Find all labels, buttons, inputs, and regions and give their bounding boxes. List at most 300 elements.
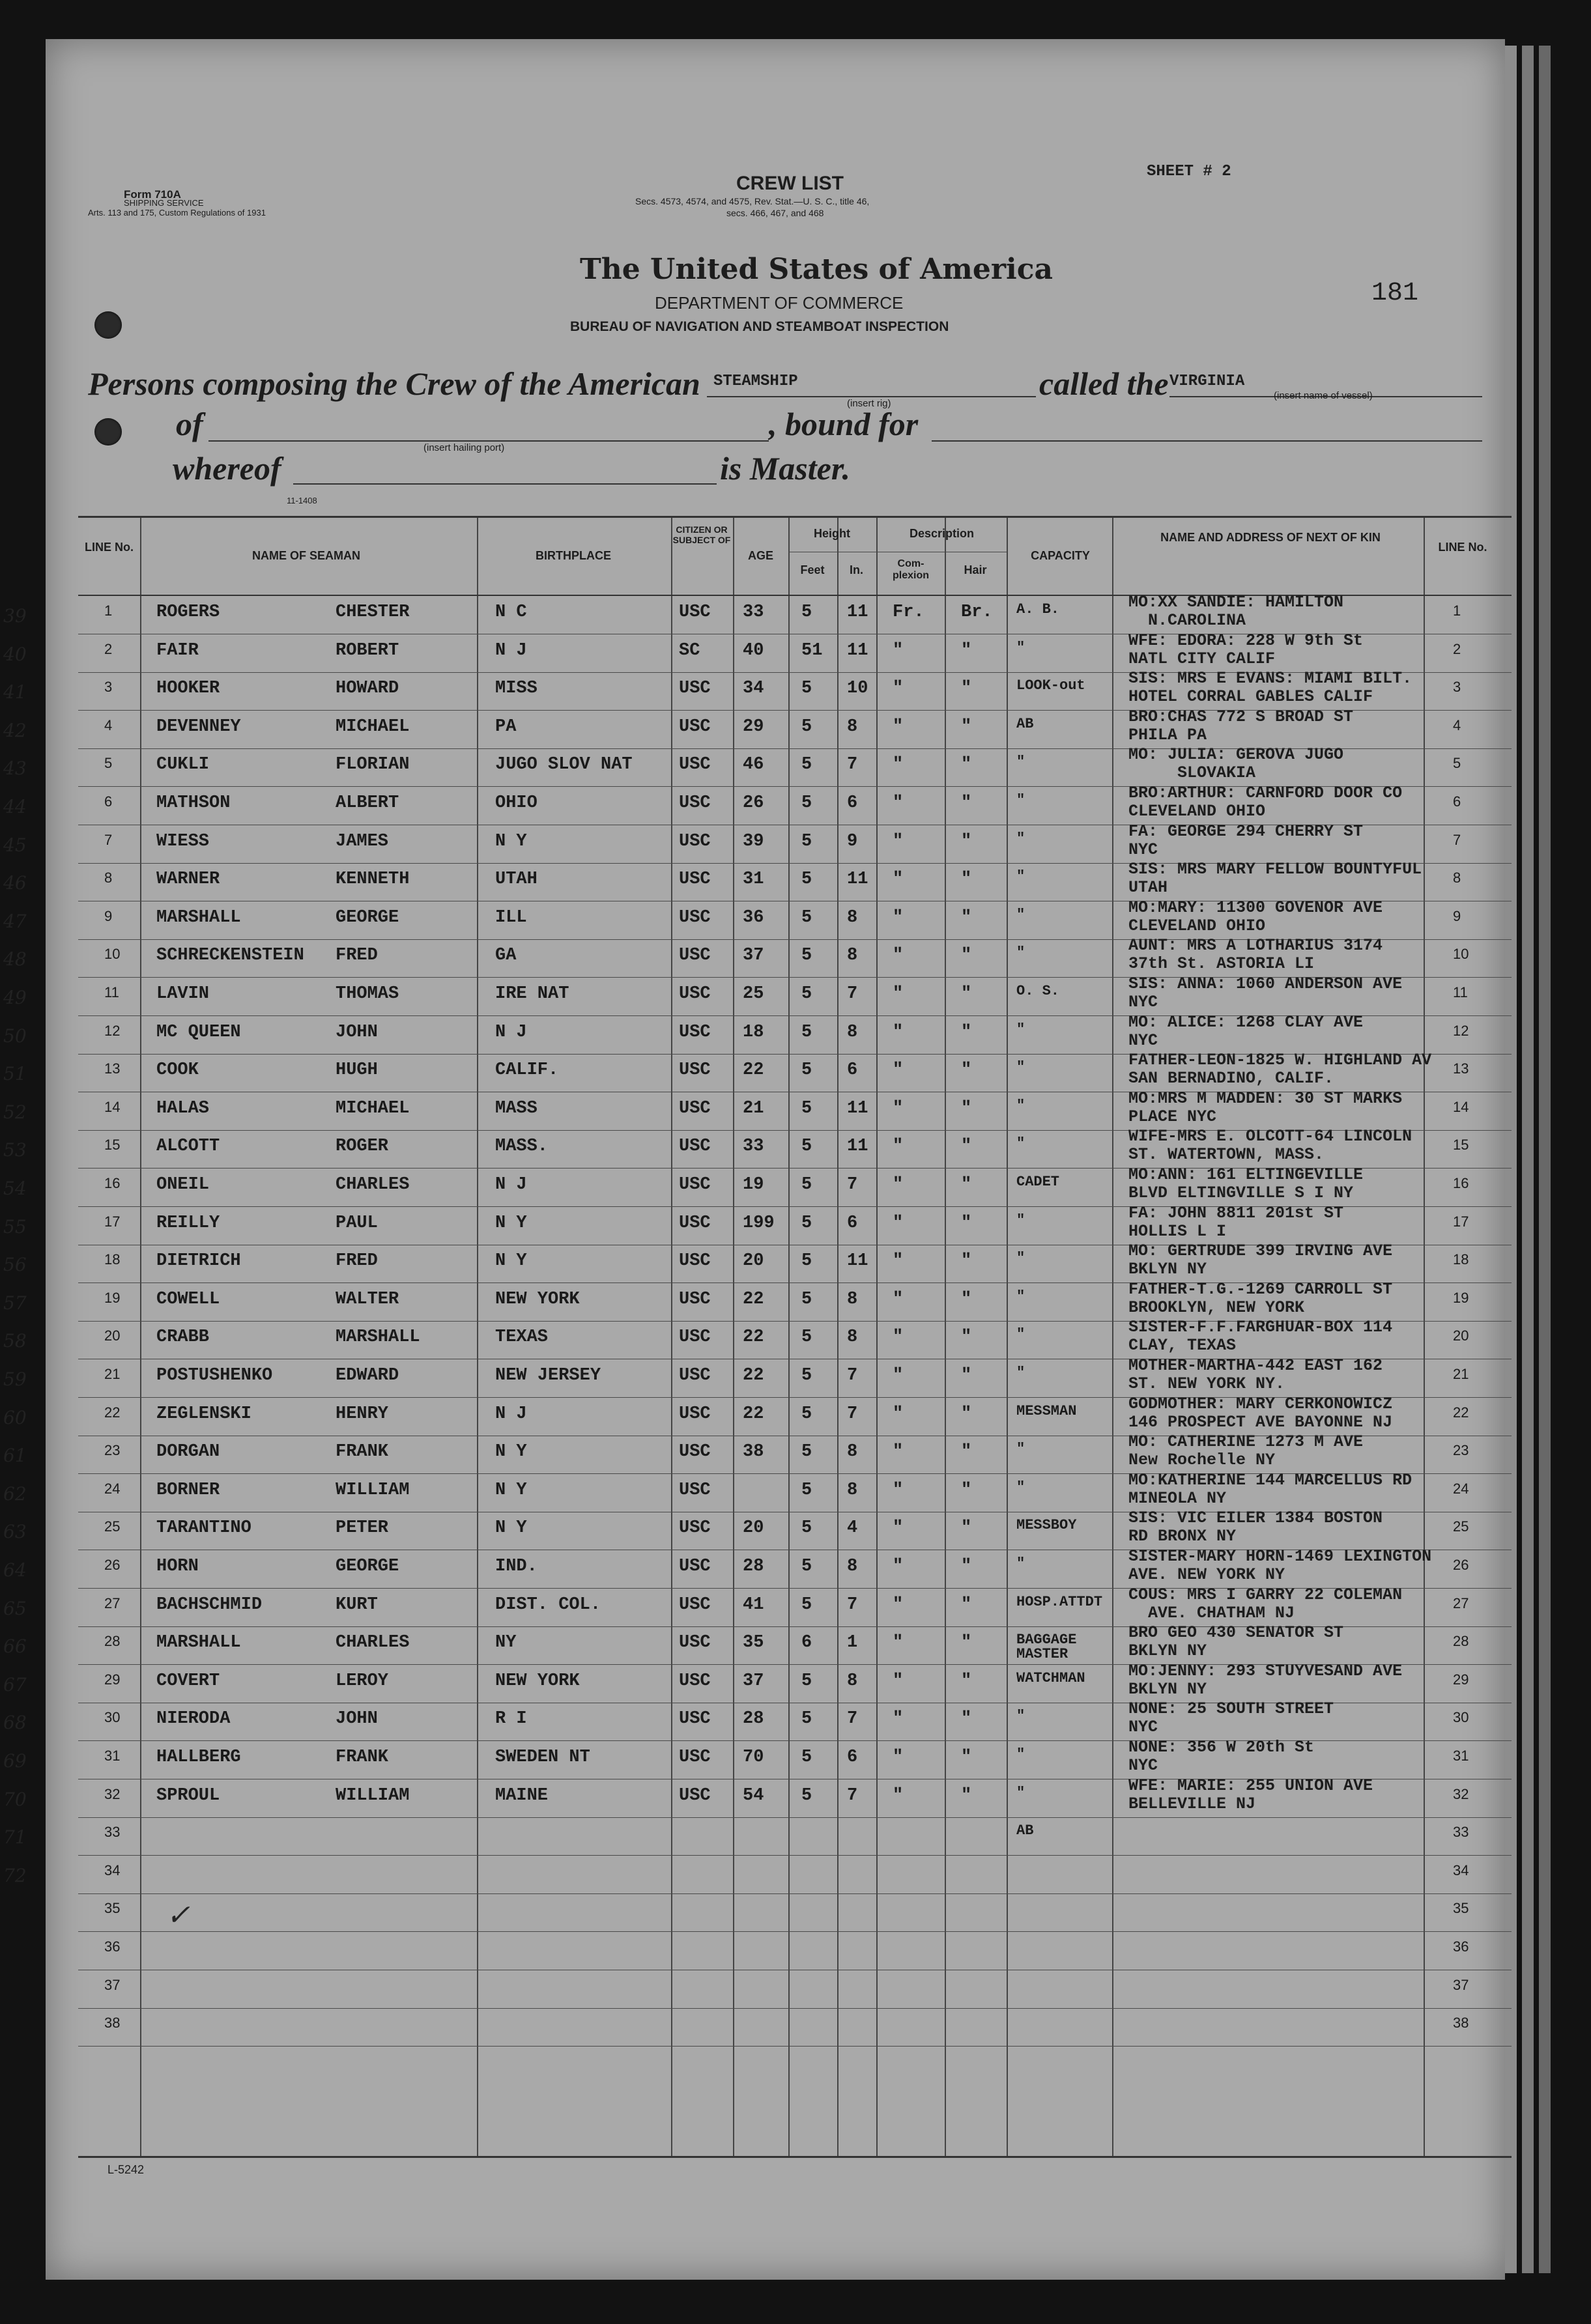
table-row [3,746,1512,789]
cell-comp: " [893,1404,904,1424]
cell-next-of-kin: NONE: 356 W 20th St NYC [1128,1738,1315,1775]
cell-in: 9 [847,831,858,851]
cell-cit: USC [679,679,711,699]
cell-ft: 51 [801,640,823,660]
cell-hair: " [961,1518,972,1538]
cell-ft: 5 [801,1366,812,1385]
cell-next-of-kin: WIFE-MRS E. OLCOTT-64 LINCOLN ST. WATERTOWN, MASS. [1128,1127,1412,1165]
cell-line-right: 5 [1453,755,1461,772]
cell-ft: 5 [801,602,812,622]
cell-next-of-kin: MO: ALICE: 1268 CLAY AVE NYC [1128,1013,1364,1050]
cell-age: 28 [743,1709,764,1729]
cell-line-right: 31 [1453,1748,1469,1764]
col-complexion: Com- plexion [892,558,929,581]
table-row [3,1166,1512,1210]
cell-in: 7 [847,1366,858,1385]
cell-age: 20 [743,1251,764,1271]
cell-age: 39 [743,831,764,851]
cell-comp: " [893,1289,904,1309]
cell-hair: " [961,1251,972,1271]
cell-given: HUGH [336,1060,378,1081]
table-row [3,1776,1512,1821]
table-row [3,1013,1512,1057]
cell-line-right: 18 [1453,1251,1469,1268]
cell-line: 19 [104,1289,121,1306]
table-row [3,1433,1512,1477]
margin-number: 67 [3,1673,27,1695]
cell-given: FRANK [336,1748,389,1767]
cell-line: 17 [104,1213,121,1230]
cell-line-right: 36 [1453,1938,1469,1955]
margin-number: 71 [3,1826,27,1849]
cell-birth: GA [495,946,517,966]
table-row [3,1204,1512,1248]
cell-comp: " [893,1137,904,1157]
cell-line-right: 30 [1453,1709,1469,1726]
cell-surname: COOK [156,1060,199,1081]
cell-surname: LAVIN [156,984,210,1004]
bound-for-label: , bound for [769,406,919,442]
cell-in: 8 [847,1442,858,1462]
cell-cap: AB [1016,715,1034,732]
margin-number: 68 [3,1712,27,1734]
table-row [3,1280,1512,1324]
cell-given: EDWARD [336,1366,399,1385]
cell-age: 70 [743,1748,764,1767]
cell-in: 11 [847,1251,868,1271]
cell-line: 5 [104,755,113,772]
cell-cit: USC [679,1785,711,1806]
margin-number: 52 [3,1101,27,1123]
cell-ft: 5 [801,984,812,1004]
cell-ft: 5 [801,679,812,699]
cell-cap: " [1016,639,1025,656]
cell-hair: " [961,1213,972,1233]
cell-birth: N Y [495,1480,527,1500]
cell-next-of-kin: SISTER-MARY HORN-1469 LEXINGTON AVE. NEW YORK NY [1128,1548,1432,1584]
cell-line-right: 2 [1453,640,1461,657]
cell-cap: " [1016,1326,1025,1343]
margin-number: 48 [3,948,27,971]
cell-hair: " [961,1289,972,1309]
cell-ft: 5 [801,1060,812,1081]
cell-line-right: 3 [1453,679,1461,696]
cell-cit: USC [679,1022,711,1042]
col-description: Description [909,527,975,540]
cell-line: 24 [104,1480,121,1497]
cell-line-right: 7 [1453,831,1461,848]
cell-given: FRED [336,1251,378,1271]
cell-in: 6 [847,1748,858,1767]
cell-in: 7 [847,1594,858,1615]
cell-birth: N J [495,1175,527,1195]
punch-hole-icon [94,418,122,446]
table-row [78,1893,1512,1934]
cell-cit: USC [679,1137,711,1157]
table-row [3,975,1512,1019]
cell-ft: 5 [801,946,812,966]
cell-line-right: 27 [1453,1594,1469,1611]
cell-next-of-kin: GODMOTHER: MARY CERKONOWICZ 146 PROSPECT AVE BAYONNE NJ [1128,1395,1393,1432]
cell-birth: DIST. COL. [495,1594,601,1615]
cell-cap: " [1016,944,1025,961]
cell-given: CHARLES [336,1175,410,1195]
cell-cit: USC [679,1098,711,1118]
cell-comp: " [893,1633,904,1653]
form-number: Form 710A [124,188,181,201]
cell-hair: " [961,870,972,890]
cell-line-right: 22 [1453,1404,1469,1421]
cell-line-right: 34 [1453,1862,1469,1878]
margin-number: 53 [3,1139,27,1161]
cell-comp: " [893,755,904,775]
cell-in: 8 [847,716,858,737]
cell-in: 11 [847,1137,868,1157]
cell-line-right: 24 [1453,1480,1469,1497]
cell-comp: " [893,679,904,699]
table-row [78,1970,1512,2011]
cell-comp: " [893,1366,904,1385]
whereof-label: whereof [173,450,281,487]
cell-line-right: 28 [1453,1633,1469,1650]
cell-line-right: 15 [1453,1137,1469,1154]
table-row [3,631,1512,675]
page-edge [1522,46,1534,2273]
cell-cit: USC [679,1251,711,1271]
cell-in: 4 [847,1518,858,1538]
cell-surname: DIETRICH [156,1251,241,1271]
cell-line-right: 21 [1453,1366,1469,1382]
cell-line: 33 [104,1824,121,1841]
cell-surname: MARSHALL [156,1633,241,1653]
cell-in: 11 [847,602,868,622]
cell-age: 37 [743,1671,764,1691]
cell-line-right: 1 [1453,602,1461,619]
cell-comp: " [893,1709,904,1729]
print-code: 11-1408 [287,496,317,505]
cell-next-of-kin: SISTER-F.F.FARGHUAR-BOX 114 CLAY, TEXAS [1128,1318,1393,1355]
cell-comp: " [893,1557,904,1576]
cell-cit: USC [679,1671,711,1691]
cell-cit: USC [679,793,711,813]
cell-next-of-kin: MO: JULIA: GEROVA JUGO SLOVAKIA [1128,746,1344,783]
cell-hair: " [961,1633,972,1653]
cell-surname: HORN [156,1557,199,1576]
cell-hair: " [961,1557,972,1576]
cell-surname: CRABB [156,1327,210,1348]
cell-age: 54 [743,1785,764,1806]
margin-number: 49 [3,987,27,1008]
cell-birth: N J [495,1022,527,1042]
table-row [3,1242,1512,1286]
cell-in: 6 [847,1060,858,1081]
cell-given: PAUL [336,1213,378,1233]
cell-next-of-kin: BRO:ARTHUR: CARNFORD DOOR CO CLEVELAND OHIO [1128,784,1403,821]
cell-cit: USC [679,984,711,1004]
cell-given: FRED [336,946,378,966]
cell-hair: " [961,1785,972,1806]
cell-age: 29 [743,716,764,737]
cell-ft: 5 [801,716,812,737]
margin-number: 59 [3,1368,27,1390]
cell-birth: R I [495,1709,527,1729]
stamp-number: 181 [1371,279,1419,308]
cell-cit: SC [679,640,700,660]
cell-next-of-kin: MO: GERTRUDE 399 IRVING AVE BKLYN NY [1128,1242,1393,1279]
cell-line-right: 10 [1453,946,1469,963]
cell-ft: 5 [801,793,812,813]
col-inches: In. [850,563,863,576]
cell-next-of-kin: MO:JENNY: 293 STUYVESAND AVE BKLYN NY [1128,1662,1403,1699]
cell-next-of-kin: MOTHER-MARTHA-442 EAST 162 ST. NEW YORK NY. [1128,1357,1383,1393]
cell-age: 38 [743,1442,764,1462]
bureau-title: BUREAU OF NAVIGATION AND STEAMBOAT INSPECTION [570,319,949,334]
cell-ft: 5 [801,870,812,890]
cell-birth: ILL [495,907,527,928]
cell-cap: " [1016,1250,1025,1267]
cell-birth: MISS [495,679,538,699]
cell-next-of-kin: COUS: MRS I GARRY 22 COLEMAN AVE. CHATHAM NJ [1128,1585,1403,1623]
cell-line: 23 [104,1442,121,1459]
cell-line: 31 [104,1748,121,1764]
cell-cit: USC [679,716,711,737]
table-row [3,822,1512,866]
vessel-value: VIRGINIA [1169,373,1245,390]
cell-next-of-kin: FA: GEORGE 294 CHERRY ST NYC [1128,822,1364,859]
cell-surname: ROGERS [156,602,220,622]
cell-given: JOHN [336,1709,378,1729]
cell-given: GEORGE [336,907,399,928]
margin-number: 72 [3,1864,27,1886]
cell-next-of-kin: SIS: ANNA: 1060 ANDERSON AVE NYC [1128,975,1403,1012]
cell-age: 40 [743,640,764,660]
cell-given: MICHAEL [336,716,410,737]
col-next-of-kin: NAME AND ADDRESS OF NEXT OF KIN [1160,531,1381,544]
cell-comp: " [893,1480,904,1500]
col-hair: Hair [964,563,987,576]
cell-comp: " [893,1518,904,1538]
col-name: NAME OF SEAMAN [252,549,360,562]
cell-line-right: 4 [1453,716,1461,733]
cell-in: 8 [847,907,858,928]
cell-surname: SPROUL [156,1785,220,1806]
cell-birth: PA [495,716,517,737]
vessel-caption: (insert name of vessel) [1274,390,1373,401]
cell-age: 22 [743,1404,764,1424]
cell-line: 32 [104,1785,121,1802]
called-the-label: called the [1039,365,1169,402]
cell-next-of-kin: MO:MARY: 11300 GOVENOR AVE CLEVELAND OHIO [1128,898,1383,935]
cell-cit: USC [679,1442,711,1462]
table-row [3,1548,1512,1591]
cell-hair: " [961,1748,972,1767]
cell-age: 22 [743,1366,764,1385]
margin-number: 58 [3,1330,27,1352]
cell-ft: 5 [801,1709,812,1729]
cell-line-right: 11 [1453,984,1468,1000]
cell-line-right: 35 [1453,1900,1469,1917]
table-row [3,1856,1512,1897]
cell-line-right: 20 [1453,1327,1469,1344]
cell-hair: " [961,716,972,737]
cell-next-of-kin: WFE: EDORA: 228 W 9th St NATL CITY CALIF [1128,631,1364,668]
table-row [3,784,1512,828]
cell-next-of-kin: NONE: 25 SOUTH STREET NYC [1128,1700,1334,1737]
cell-line: 29 [104,1671,121,1688]
cell-surname: HALLBERG [156,1748,241,1767]
cell-cap: " [1016,1021,1025,1038]
crew-table [3,516,1512,2158]
cell-hair: " [961,946,972,966]
margin-number: 60 [3,1406,27,1428]
cell-surname: ALCOTT [156,1137,220,1157]
cell-given: GEORGE [336,1557,399,1576]
margin-number: 44 [3,796,27,817]
cell-age: 18 [743,1022,764,1042]
cell-comp: " [893,1060,904,1081]
cell-given: WILLIAM [336,1480,410,1500]
cell-given: KENNETH [336,870,410,890]
cell-in: 7 [847,1404,858,1424]
cell-line-right: 23 [1453,1442,1469,1459]
col-birthplace: BIRTHPLACE [536,549,611,562]
cell-in: 7 [847,1175,858,1195]
cell-cap: MESSBOY [1016,1517,1077,1534]
cell-in: 8 [847,1289,858,1309]
cell-cap: HOSP.ATTDT [1016,1593,1103,1610]
cell-cap: " [1016,792,1025,808]
cell-given: WALTER [336,1289,399,1309]
cell-given: PETER [336,1518,389,1538]
cell-in: 6 [847,793,858,813]
cell-hair: " [961,1060,972,1081]
cell-surname: DORGAN [156,1442,220,1462]
cell-birth: MAINE [495,1785,549,1806]
col-capacity: CAPACITY [1031,549,1090,562]
cell-cap: " [1016,830,1025,847]
cell-comp: " [893,907,904,928]
cell-cap: O. S. [1016,983,1060,999]
cell-line: 35 [104,1900,121,1917]
cell-ft: 5 [801,1251,812,1271]
cell-age: 41 [743,1594,764,1615]
margin-number: 46 [3,872,27,894]
cell-in: 8 [847,1480,858,1500]
margin-number: 47 [3,910,27,932]
cell-next-of-kin: MO:XX SANDIE: HAMILTON N.CAROLINA [1128,593,1344,630]
col-line-no: LINE No. [85,541,134,554]
cell-cap: LOOK-out [1016,677,1085,694]
cell-ft: 5 [801,1594,812,1615]
col-line-no-right: LINE No. [1438,541,1487,554]
cell-cit: USC [679,1213,711,1233]
cell-line: 30 [104,1709,121,1726]
cell-line: 2 [104,640,113,657]
cell-age: 22 [743,1289,764,1309]
cell-surname: FAIR [156,640,199,660]
cell-next-of-kin: BRO GEO 430 SENATOR ST BKLYN NY [1128,1624,1344,1661]
cell-ft: 5 [801,1480,812,1500]
cell-surname: BORNER [156,1480,220,1500]
cell-hair: " [961,1709,972,1729]
cell-line: 22 [104,1404,121,1421]
cell-given: CHARLES [336,1633,410,1653]
cell-birth: IND. [495,1557,538,1576]
table-row [3,937,1512,980]
cell-line: 25 [104,1518,121,1535]
cell-cit: USC [679,870,711,890]
cell-line: 37 [104,1976,121,1993]
cell-hair: " [961,755,972,775]
margin-number: 66 [3,1636,27,1658]
cell-age: 19 [743,1175,764,1195]
cell-cit: USC [679,1594,711,1615]
cell-age: 20 [743,1518,764,1538]
cell-surname: COVERT [156,1671,220,1691]
margin-number: 65 [3,1597,27,1619]
table-row [78,1932,1512,1973]
form-arts: Arts. 113 and 175, Custom Regulations of 1931 [88,208,266,218]
punch-hole-icon [94,311,122,339]
cell-birth: UTAH [495,870,538,890]
cell-in: 1 [847,1633,858,1653]
cell-in: 8 [847,1557,858,1576]
form-secs-2: secs. 466, 467, and 468 [726,208,824,218]
cell-hair: Br. [961,602,993,622]
table-row [78,2008,1512,2049]
cell-given: JAMES [336,831,389,851]
cell-given: KURT [336,1594,378,1615]
cell-line-right: 16 [1453,1175,1469,1191]
cell-given: LEROY [336,1671,389,1691]
cell-line: 28 [104,1633,121,1650]
cell-cit: USC [679,1289,711,1309]
cell-surname: COWELL [156,1289,220,1309]
cell-line: 14 [104,1098,121,1115]
cell-comp: Fr. [893,602,924,622]
cell-in: 10 [847,679,868,699]
cell-ft: 5 [801,1671,812,1691]
cell-given: THOMAS [336,984,399,1004]
cell-birth: NEW YORK [495,1289,580,1309]
margin-number: 63 [3,1521,27,1543]
cell-birth: MASS. [495,1137,549,1157]
cell-hair: " [961,984,972,1004]
cell-line-right: 6 [1453,793,1461,810]
cell-cap: AB [1016,1822,1034,1839]
cell-next-of-kin: FATHER-LEON-1825 W. HIGHLAND AV SAN BERNADINO, CALIF. [1128,1051,1432,1088]
cell-comp: " [893,1671,904,1691]
cell-cap: " [1016,868,1025,885]
table-row [3,1624,1512,1667]
cell-given: FRANK [336,1442,389,1462]
cell-comp: " [893,1748,904,1767]
of-label: of [176,406,203,442]
cell-line: 36 [104,1938,121,1955]
cell-hair: " [961,1175,972,1195]
cell-surname: WIESS [156,831,210,851]
cell-comp: " [893,1213,904,1233]
cell-in: 8 [847,1327,858,1348]
cell-next-of-kin: FA: JOHN 8811 201st ST HOLLIS L I [1128,1204,1344,1241]
cell-cap: " [1016,754,1025,771]
cell-birth: N C [495,602,527,622]
cell-ft: 5 [801,1175,812,1195]
footer-code: L-5242 [108,2163,145,2176]
cell-in: 6 [847,1213,858,1233]
cell-line: 9 [104,907,113,924]
cell-cit: USC [679,1709,711,1729]
